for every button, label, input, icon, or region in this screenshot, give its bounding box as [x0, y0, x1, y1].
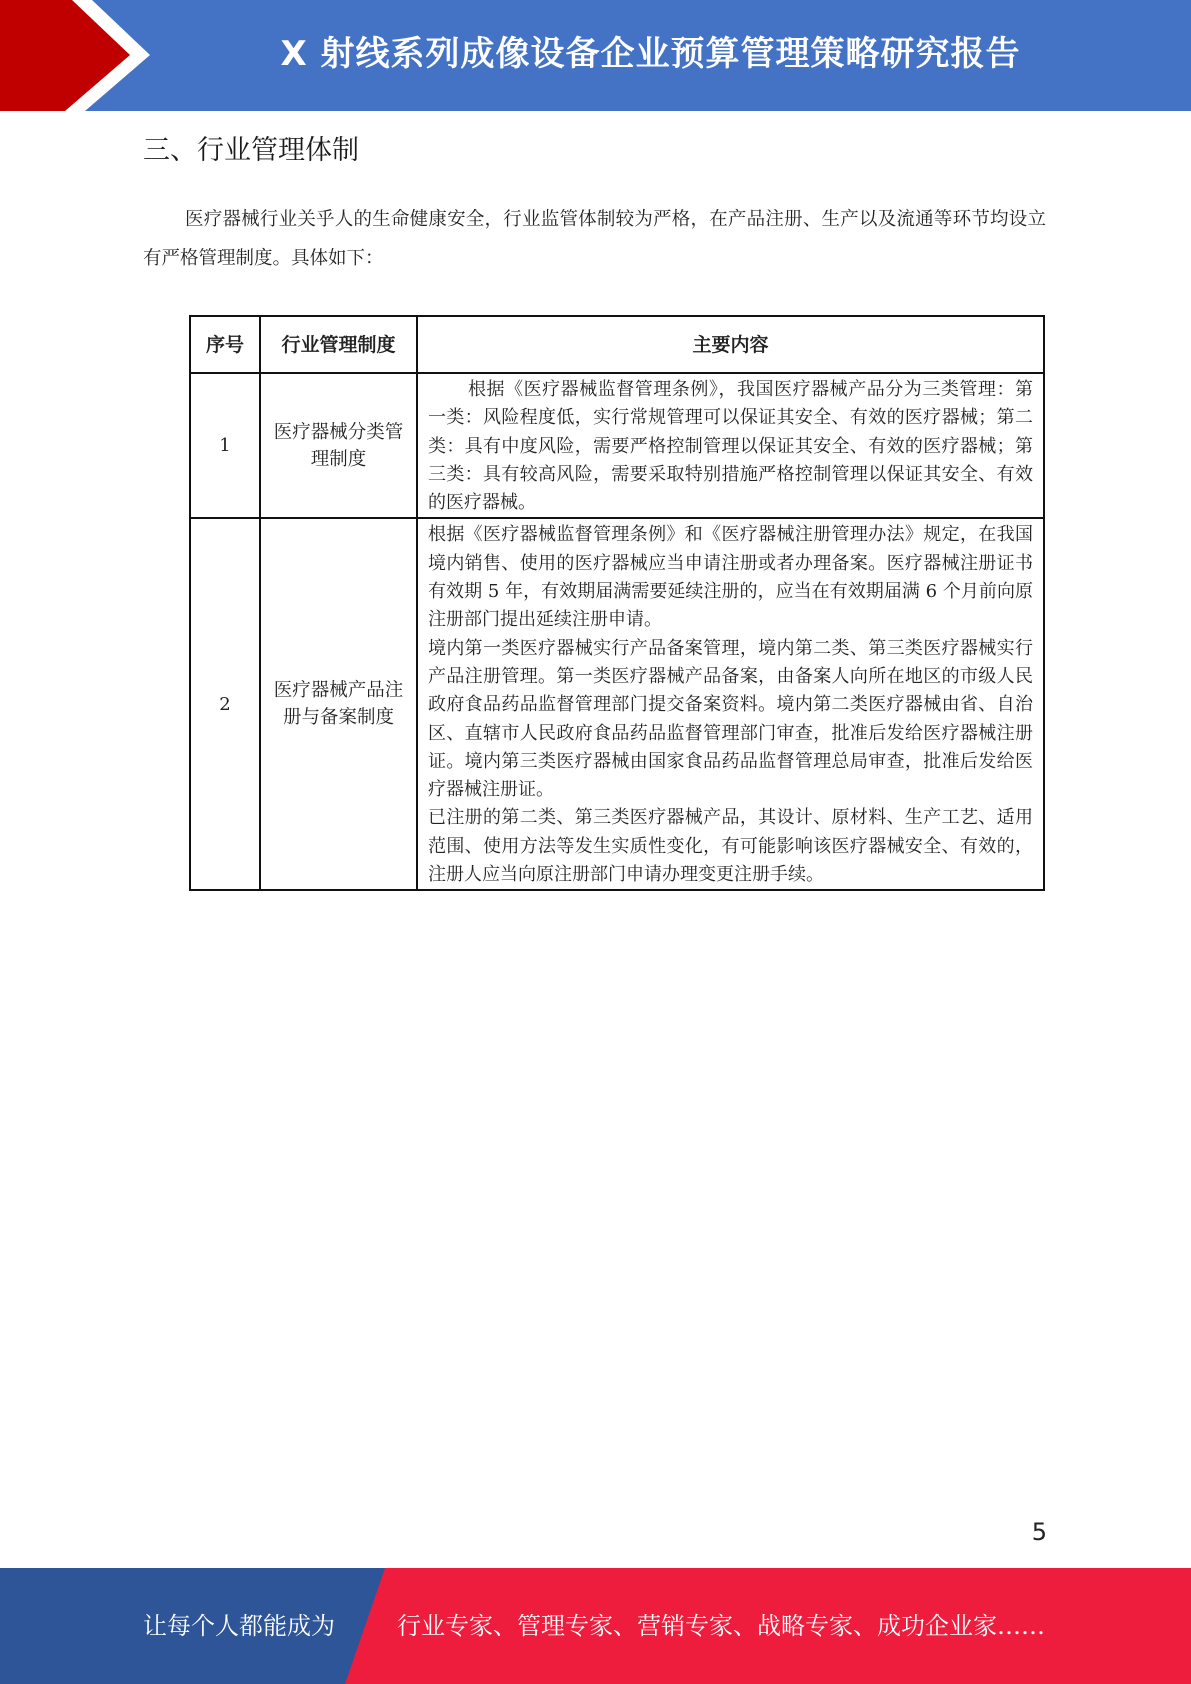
content-paragraph: 根据《医疗器械监督管理条例》，我国医疗器械产品分为三类管理：第一类：风险程度低，实行常规管理可以保证其安全、有效的医疗器械；第二类：具有中度风险，需要严格控制管理以保证其安全、有效的医疗器械；第三类：具有较高风险，需要采取特别措施严格控制管理以保证其安全、有效的医疗器械。 [428, 379, 1033, 514]
header-content: 主要内容 [417, 316, 1044, 373]
section-title: 三、行业管理体制 [143, 135, 359, 166]
intro-paragraph: 医疗器械行业关乎人的生命健康安全，行业监管体制较为严格，在产品注册、生产以及流通等环节均设立有严格管理制度。具体如下： [143, 209, 1046, 269]
table-row [190, 518, 1044, 890]
row-system: 医疗器械分类管理制度 [260, 373, 417, 518]
report-title: X 射线系列成像设备企业预算管理策略研究报告 [280, 34, 1021, 74]
footer-banner [0, 1568, 1191, 1684]
page-number: 5 [1031, 1518, 1047, 1546]
row-content [417, 518, 1044, 890]
footer-slogan-left: 让每个人都能成为 [143, 1612, 335, 1640]
footer-slogan-right: 行业专家、管理专家、营销专家、战略专家、成功企业家…… [397, 1612, 1045, 1640]
table-header-row [190, 316, 1044, 373]
table-row [190, 373, 1044, 518]
content-paragraph: 境内第一类医疗器械实行产品备案管理，境内第二类、第三类医疗器械实行产品注册管理。第一类医疗器械产品备案，由备案人向所在地区的市级人民政府食品药品监督管理部门提交备案资料。境内第二类医疗器械由省、自治区、直辖市人民政府食品药品监督管理部门审查，批准后发给医疗器械注册证。境内第三类医疗器械由国家食品药品监督管理总局审查，批准后发给医疗器械注册证。 [428, 637, 1033, 801]
header-num: 序号 [190, 316, 260, 373]
row-content [417, 373, 1044, 518]
content-paragraph: 已注册的第二类、第三类医疗器械产品，其设计、原材料、生产工艺、适用范围、使用方法等发生实质性变化，有可能影响该医疗器械安全、有效的，注册人应当向原注册部门申请办理变更注册手续。 [428, 807, 1033, 886]
row-num: 2 [190, 518, 260, 890]
header-banner [0, 0, 1191, 111]
content-paragraph: 根据《医疗器械监督管理条例》和《医疗器械注册管理办法》规定，在我国境内销售、使用的医疗器械应当申请注册或者办理备案。医疗器械注册证书有效期 5 年，有效期届满需要延续注册的，应当在有效期届满 6 个月前向原注册部门提出延续注册申请。 [428, 524, 1033, 631]
row-num: 1 [190, 373, 260, 518]
row-system: 医疗器械产品注册与备案制度 [260, 518, 417, 890]
header-system: 行业管理制度 [260, 316, 417, 373]
regulation-table [189, 315, 1045, 891]
